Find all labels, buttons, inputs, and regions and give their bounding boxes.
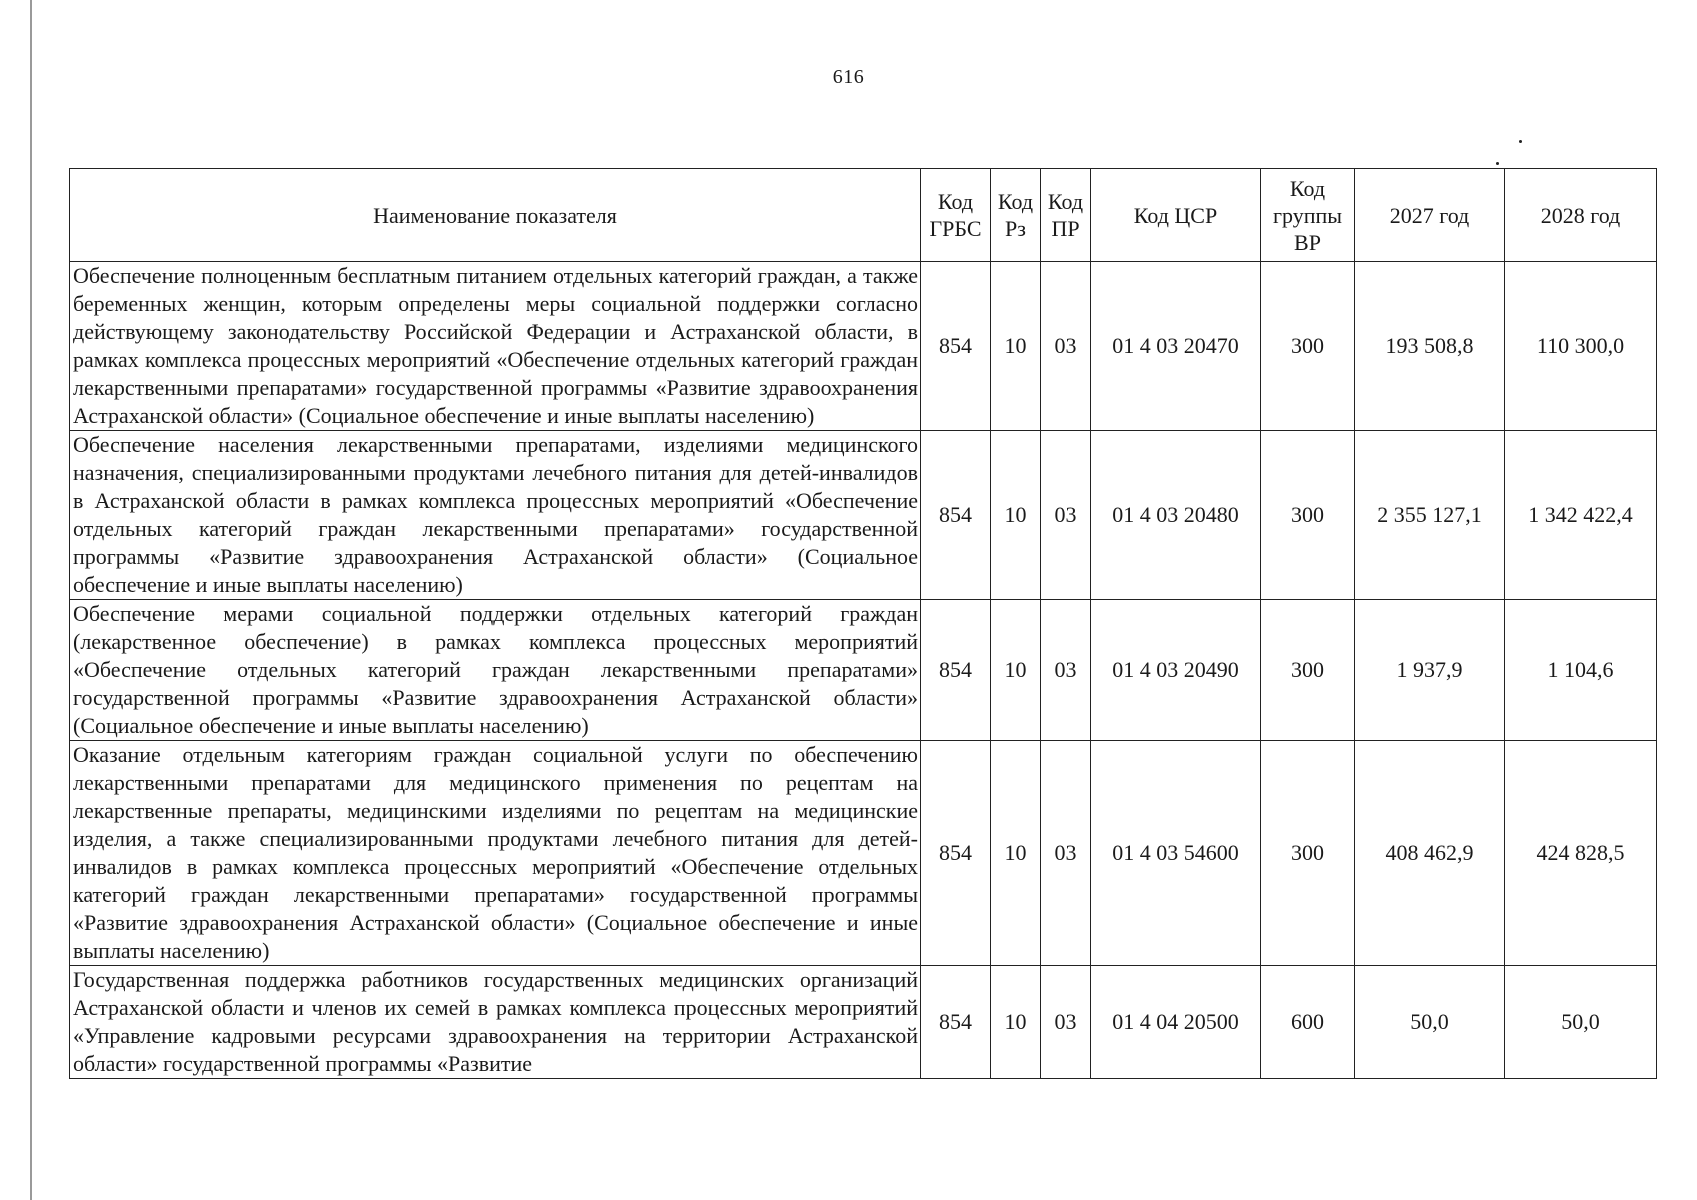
- scan-speck: [1496, 162, 1499, 165]
- row-vr: 300: [1261, 262, 1355, 431]
- table-row: [70, 262, 1657, 431]
- row-vr: 300: [1261, 741, 1355, 966]
- page-number: 616: [832, 66, 865, 88]
- row-2028: 424 828,5: [1505, 741, 1657, 966]
- table-header-row: [70, 169, 1657, 262]
- row-2027: 408 462,9: [1355, 741, 1505, 966]
- binding-line: [30, 0, 32, 1200]
- table-row: [70, 966, 1657, 1079]
- header-csr: Код ЦСР: [1091, 169, 1261, 262]
- row-rz: 10: [991, 262, 1041, 431]
- table-row: [70, 741, 1657, 966]
- row-name: Обеспечение мерами социальной поддержки отдельных категорий граждан (лекарственное обеспечение) в рамках комплекса процессных мероприятий «Обеспечение отдельных категорий граждан лекарственными препаратами» государственной программы «Развитие здравоохранения Астраханской области» (Социальное обеспечение и иные выплаты населению): [70, 600, 921, 741]
- header-grbs: Код ГРБС: [921, 169, 991, 262]
- row-pr: 03: [1041, 966, 1091, 1079]
- row-2027: 1 937,9: [1355, 600, 1505, 741]
- row-csr: 01 4 04 20500: [1091, 966, 1261, 1079]
- row-rz: 10: [991, 600, 1041, 741]
- row-vr: 600: [1261, 966, 1355, 1079]
- row-vr: 300: [1261, 600, 1355, 741]
- row-rz: 10: [991, 741, 1041, 966]
- header-pr: Код ПР: [1041, 169, 1091, 262]
- row-grbs: 854: [921, 741, 991, 966]
- scan-speck: [1519, 140, 1522, 143]
- row-2028: 110 300,0: [1505, 262, 1657, 431]
- header-2028: 2028 год: [1505, 169, 1657, 262]
- row-grbs: 854: [921, 966, 991, 1079]
- row-2028: 1 104,6: [1505, 600, 1657, 741]
- row-vr: 300: [1261, 431, 1355, 600]
- row-rz: 10: [991, 966, 1041, 1079]
- row-csr: 01 4 03 20480: [1091, 431, 1261, 600]
- row-grbs: 854: [921, 600, 991, 741]
- row-pr: 03: [1041, 431, 1091, 600]
- row-name: Обеспечение населения лекарственными препаратами, изделиями медицинского назначения, специализированными продуктами лечебного питания для детей-инвалидов в Астраханской области в рамках комплекса процессных мероприятий «Обеспечение отдельных категорий граждан лекарственными препаратами» государственной программы «Развитие здравоохранения Астраханской области» (Социальное обеспечение и иные выплаты населению): [70, 431, 921, 600]
- table-row: [70, 600, 1657, 741]
- row-2027: 193 508,8: [1355, 262, 1505, 431]
- budget-table: [69, 168, 1657, 1079]
- row-name: Государственная поддержка работников государственных медицинских организаций Астраханской области и членов их семей в рамках комплекса процессных мероприятий «Управление кадровыми ресурсами здравоохранения на территории Астраханской области» государственной программы «Развитие: [70, 966, 921, 1079]
- row-csr: 01 4 03 20470: [1091, 262, 1261, 431]
- row-pr: 03: [1041, 262, 1091, 431]
- row-2027: 50,0: [1355, 966, 1505, 1079]
- row-grbs: 854: [921, 262, 991, 431]
- row-csr: 01 4 03 54600: [1091, 741, 1261, 966]
- row-name: Оказание отдельным категориям граждан социальной услуги по обеспечению лекарственными препаратами для медицинского применения по рецептам на лекарственные препараты, медицинскими изделиями по рецептам на медицинские изделия, а также специализированными продуктами лечебного питания для детей-инвалидов в рамках комплекса процессных мероприятий «Обеспечение отдельных категорий граждан лекарственными препаратами» государственной программы «Развитие здравоохранения Астраханской области» (Социальное обеспечение и иные выплаты населению): [70, 741, 921, 966]
- header-2027: 2027 год: [1355, 169, 1505, 262]
- row-2027: 2 355 127,1: [1355, 431, 1505, 600]
- header-vr: Код группы ВР: [1261, 169, 1355, 262]
- row-pr: 03: [1041, 741, 1091, 966]
- row-2028: 1 342 422,4: [1505, 431, 1657, 600]
- table-row: [70, 431, 1657, 600]
- row-2028: 50,0: [1505, 966, 1657, 1079]
- header-name: Наименование показателя: [70, 169, 921, 262]
- row-csr: 01 4 03 20490: [1091, 600, 1261, 741]
- row-pr: 03: [1041, 600, 1091, 741]
- row-name: Обеспечение полноценным бесплатным питанием отдельных категорий граждан, а также беременных женщин, которым определены меры социальной поддержки согласно действующему законодательству Российской Федерации и Астраханской области, в рамках комплекса процессных мероприятий «Обеспечение отдельных категорий граждан лекарственными препаратами» государственной программы «Развитие здравоохранения Астраханской области» (Социальное обеспечение и иные выплаты населению): [70, 262, 921, 431]
- row-rz: 10: [991, 431, 1041, 600]
- header-rz: Код Рз: [991, 169, 1041, 262]
- row-grbs: 854: [921, 431, 991, 600]
